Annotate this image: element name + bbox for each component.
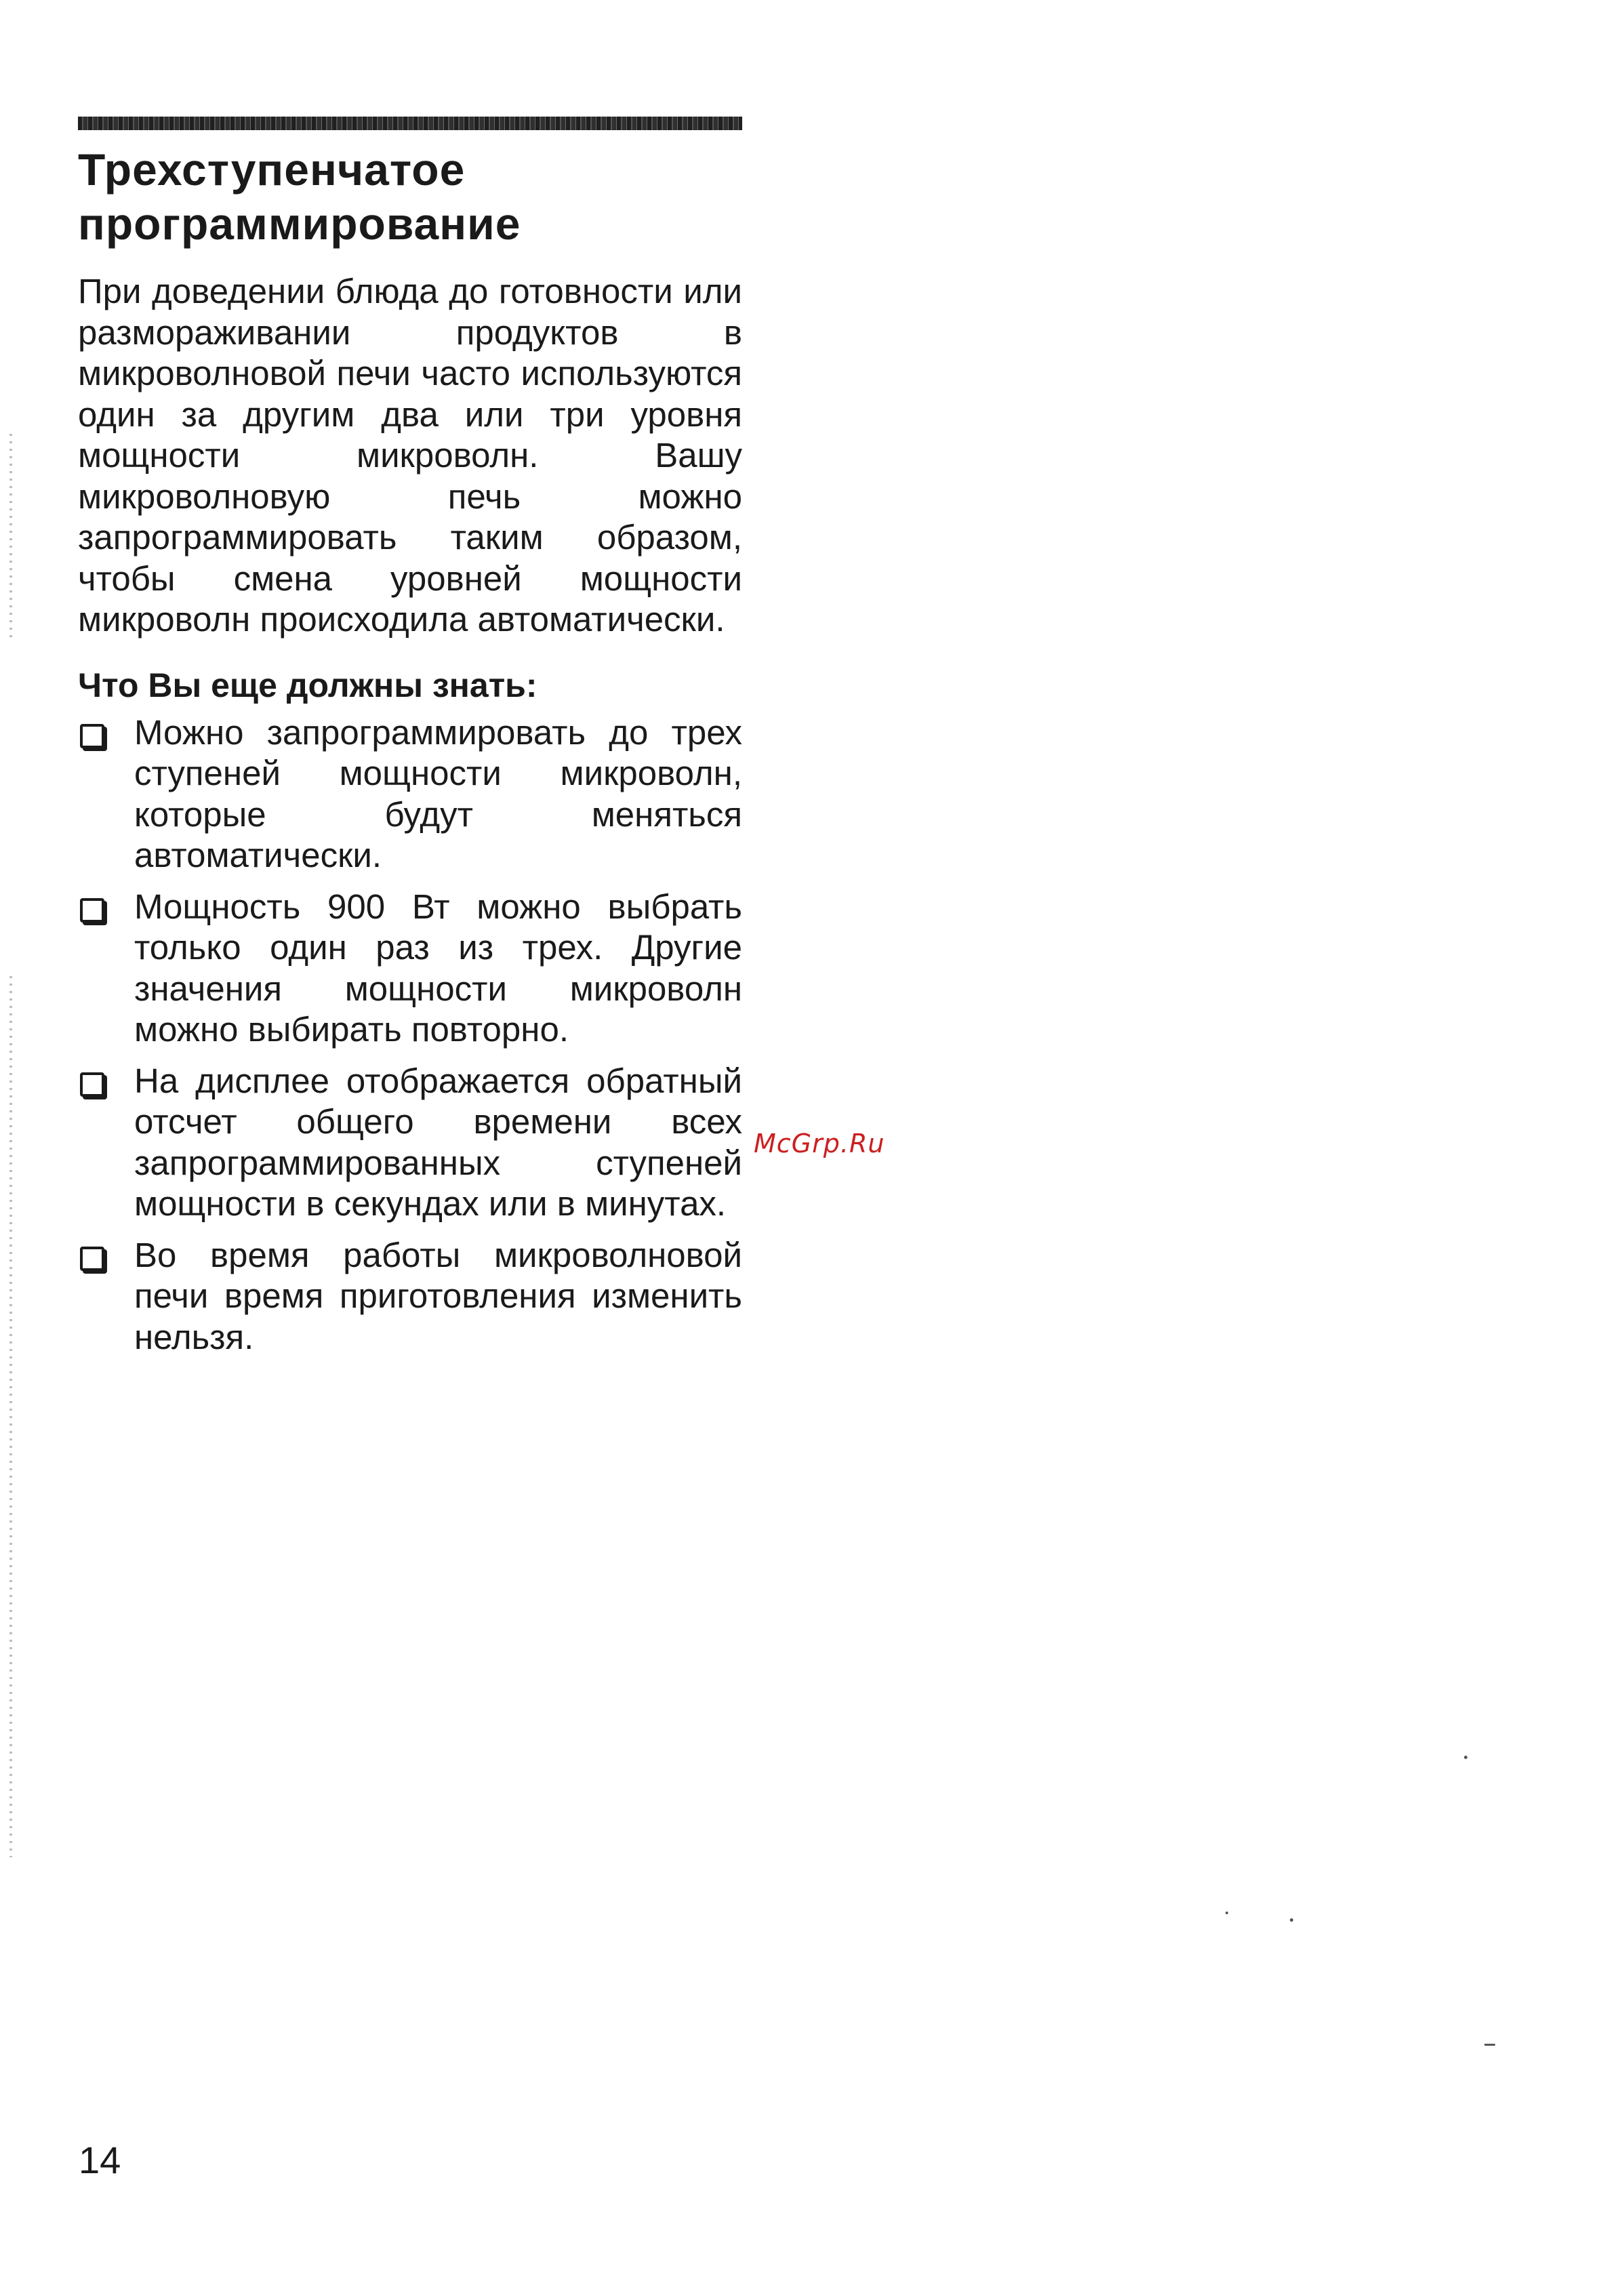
checkbox-bullet-icon [80, 1072, 104, 1097]
checkbox-bullet-icon [80, 724, 104, 748]
list-item [78, 887, 742, 1051]
notes-list [78, 712, 742, 1358]
section-title-line-1: Трехступенчатое [78, 144, 466, 195]
list-item-text: Во время работы микроволновой печи время приготовления изменить нельзя. [134, 1235, 742, 1356]
scan-speck [1464, 1756, 1467, 1759]
section-title [78, 142, 742, 251]
section-title-line-2: программирование [78, 199, 521, 249]
scan-speck [1225, 1912, 1228, 1914]
list-item [78, 1061, 742, 1225]
checkbox-bullet-icon [80, 1247, 104, 1271]
list-item-text: Мощность 900 Вт можно выбрать только один раз из трех. Другие значения мощности микроволн можно выбирать повторно. [134, 887, 742, 1049]
site-watermark: McGrp.Ru [754, 1129, 885, 1158]
list-item [78, 1235, 742, 1358]
scan-speck [1484, 2044, 1495, 2046]
list-item-text: На дисплее отображается обратный отсчет общего времени всех запрограммированных ступеней мощности в секундах или в минутах. [134, 1061, 742, 1223]
page-number: 14 [79, 2139, 121, 2181]
list-item-text: Можно запрограммировать до трех ступеней мощности микроволн, которые будут меняться автоматически. [134, 712, 742, 874]
notes-heading: Что Вы еще должны знать: [78, 666, 537, 704]
scan-margin-marks [9, 976, 12, 1857]
content-column [78, 142, 742, 1368]
checkbox-bullet-icon [80, 898, 104, 923]
intro-paragraph: При доведении блюда до готовности или размораживании продуктов в микроволновой печи часто используются один за другим два или три уровня мощности микроволн. Вашу микроволновую печь можно запрограммировать таким образом, чтобы смена уровней мощности микроволн происходила автоматически. [78, 272, 742, 639]
section-header-bar [78, 117, 742, 130]
scan-speck [1290, 1918, 1293, 1922]
list-item [78, 712, 742, 876]
scan-margin-marks [9, 434, 12, 637]
